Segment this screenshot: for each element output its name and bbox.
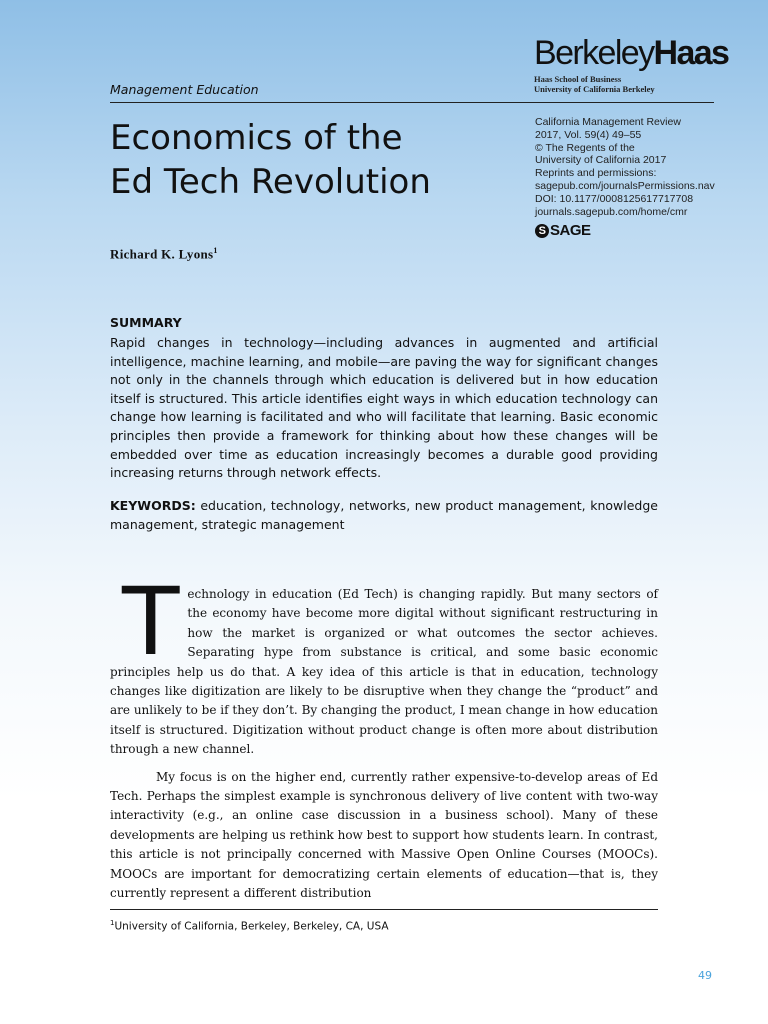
logo-subtitle-line2: University of California Berkeley <box>534 84 655 94</box>
author-name: Richard K. Lyons <box>110 246 214 262</box>
article-body <box>110 568 658 904</box>
body-paragraph-2: My focus is on the higher end, currently rather expensive-to-develop areas of Ed Tech. Perhaps the simplest example is synchronous delivery of live content with two-way interactivity (e.g., an online case discussion in a business school). Many of these developments are helping us rethink how best to support how students learn. In contrast, this article is not principally concerned with Massive Open Online Courses (MOOCs). MOOCs are important for democratizing certain elements of education—that is, they currently represent a different distribution <box>110 769 658 901</box>
summary-text: Rapid changes in technology—including advances in augmented and artificial intelligence, machine learning, and mobile—are paving the way for significant changes not only in the channels through which education is delivered but in how education itself is structured. This article identifies eight ways in which education technology can change how learning is facilitated and who will facilitate that learning. Basic economic principles then provide a framework for thinking about how these changes will be embedded over time as education increasingly becomes a durable good providing increasing returns through network effects. <box>110 335 658 481</box>
summary-heading: SUMMARY <box>110 315 182 330</box>
title-line2: Ed Tech Revolution <box>110 162 431 202</box>
page-number: 49 <box>698 969 712 982</box>
journal-info-line: Reprints and permissions: <box>535 167 657 180</box>
body-paragraph-1 <box>110 568 658 760</box>
footnote-marker: 1 <box>110 919 115 927</box>
berkeley-haas-logo <box>534 34 729 94</box>
author <box>110 246 218 262</box>
keywords-text: education, technology, networks, new product management, knowledge management, strategic management <box>110 498 658 532</box>
keywords-label: KEYWORDS: <box>110 498 196 513</box>
footnote <box>110 919 389 933</box>
journal-info-line: sagepub.com/journalsPermissions.nav <box>535 179 715 192</box>
logo-haas: Haas <box>653 34 729 72</box>
journal-info-line: California Management Review <box>535 116 681 128</box>
title-line1: Economics of the <box>110 118 403 158</box>
footnote-rule <box>110 909 658 910</box>
journal-info-line: journals.sagepub.com/home/cmr <box>535 205 688 218</box>
journal-info-line: © The Regents of the <box>535 141 635 154</box>
sage-mark-icon: S <box>535 224 549 238</box>
drop-cap: T <box>122 568 180 677</box>
article-title <box>110 116 510 204</box>
sage-logo <box>535 222 591 239</box>
footnote-text: University of California, Berkeley, Berkeley, CA, USA <box>114 920 389 933</box>
header-rule <box>110 102 714 103</box>
logo-subtitle-line1: Haas School of Business <box>534 74 622 84</box>
sage-name: SAGE <box>550 222 591 239</box>
body-paragraph-1-text: echnology in education (Ed Tech) is changing rapidly. But many sectors of the economy have become more digital without significant restructuring in how the market is organized or what outcomes the sector achieves. Separating hype from substance is critical, and some basic economic principles help us do that. A key idea of this article is that in education, technology changes like digitization are likely to be disruptive when they change the “product” and are unlikely to be if they don’t. By changing the product, I mean change in how education itself is structured. Digitization without product change is often more about distribution through a new channel. <box>110 587 658 757</box>
author-affiliation-marker: 1 <box>213 246 218 255</box>
section-label: Management Education <box>110 82 259 97</box>
journal-info <box>535 116 725 218</box>
logo-wordmark <box>534 34 729 72</box>
logo-berkeley: Berkeley <box>534 34 654 72</box>
logo-subtitle <box>534 74 714 94</box>
journal-info-line: 2017, Vol. 59(4) 49–55 <box>535 128 642 141</box>
journal-info-line: DOI: 10.1177/0008125617717708 <box>535 192 694 205</box>
journal-info-line: University of California 2017 <box>535 154 667 167</box>
keywords <box>110 497 658 534</box>
